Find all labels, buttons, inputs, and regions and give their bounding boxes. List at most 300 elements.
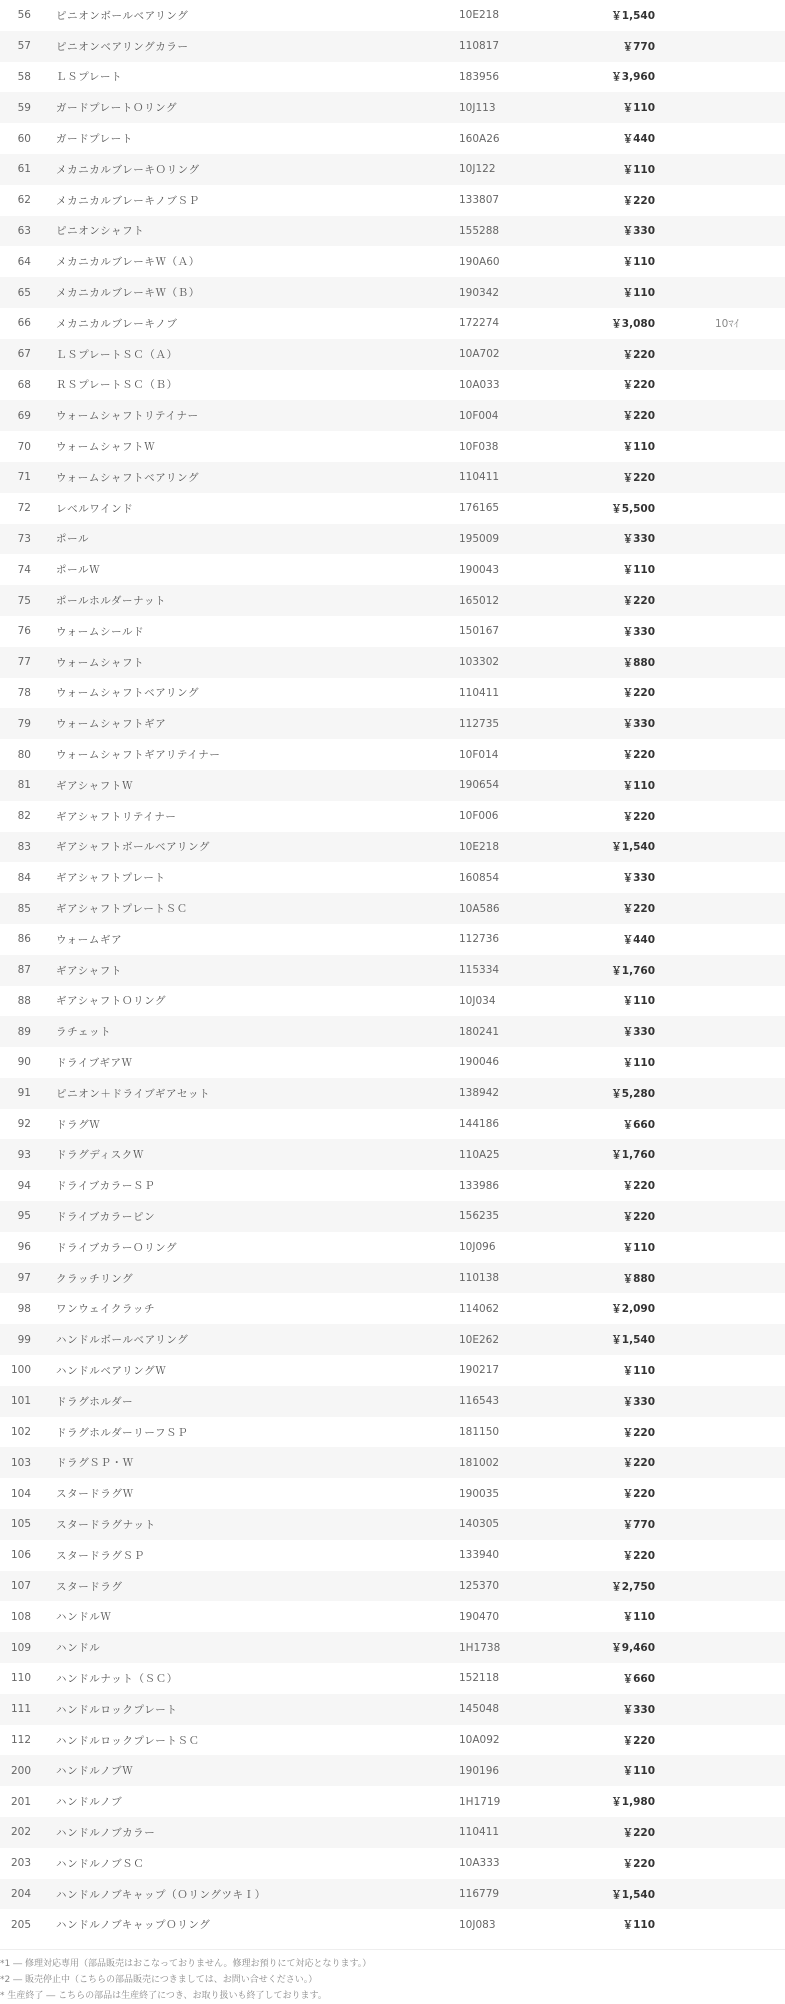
table-row [0, 62, 785, 93]
part-number: 201 [10, 1795, 31, 1808]
table-row [0, 955, 785, 986]
table-row [0, 308, 785, 339]
part-number: 103 [10, 1456, 31, 1469]
part-note [704, 370, 785, 401]
part-code: 116543 [459, 1395, 500, 1408]
table-row [0, 1540, 785, 1571]
part-name: ドラグホルダーリーフＳＰ [56, 1426, 189, 1439]
part-code: 110138 [459, 1272, 500, 1285]
part-note [704, 1540, 785, 1571]
table-row [0, 1170, 785, 1201]
part-code: 133940 [459, 1549, 500, 1562]
part-name: ＬＳプレート [56, 71, 123, 84]
part-price: ￥3,960 [611, 71, 655, 84]
part-price: ￥330 [622, 872, 655, 885]
part-price: ￥880 [622, 656, 655, 669]
part-number: 111 [10, 1703, 31, 1716]
part-note [704, 1139, 785, 1170]
part-note [704, 339, 785, 370]
part-number: 78 [17, 686, 31, 699]
part-note [704, 246, 785, 277]
part-price: ￥110 [622, 1919, 655, 1932]
part-note [704, 154, 785, 185]
part-name: ハンドルナット（ＳＣ） [56, 1672, 178, 1685]
part-name: ギアシャフトリテイナー [56, 810, 177, 823]
part-name: ハンドルノブキャップＯリング [56, 1919, 211, 1932]
part-number: 106 [10, 1549, 31, 1562]
part-note [704, 524, 785, 555]
part-code: 110411 [459, 471, 500, 484]
part-price: ￥220 [622, 810, 655, 823]
part-code: 110411 [459, 686, 500, 699]
part-price: ￥770 [622, 1518, 655, 1531]
part-note [704, 0, 785, 31]
table-row [0, 0, 785, 31]
part-note [704, 770, 785, 801]
part-code: 181002 [459, 1456, 500, 1469]
part-number: 67 [17, 348, 31, 361]
table-row [0, 1232, 785, 1263]
part-code: 190A60 [459, 255, 500, 268]
part-name: ドラグディスクＷ [56, 1149, 144, 1162]
part-note [704, 585, 785, 616]
table-row [0, 524, 785, 555]
table-row [0, 462, 785, 493]
part-number: 98 [17, 1302, 31, 1315]
part-note [704, 1632, 785, 1663]
part-name: ワンウェイクラッチ [56, 1303, 156, 1316]
part-note [704, 1047, 785, 1078]
part-note [704, 801, 785, 832]
table-row [0, 185, 785, 216]
table-row [0, 1447, 785, 1478]
part-number: 105 [10, 1518, 31, 1531]
table-row [0, 708, 785, 739]
part-name: ピニオン＋ドライブギアセット [56, 1087, 211, 1100]
part-price: ￥770 [622, 40, 655, 53]
part-code: 110411 [459, 1826, 500, 1839]
part-price: ￥220 [622, 595, 655, 608]
part-number: 205 [10, 1918, 31, 1931]
part-price: ￥330 [622, 533, 655, 546]
table-row [0, 123, 785, 154]
table-row [0, 585, 785, 616]
part-code: 10J122 [459, 163, 496, 176]
part-name: ＬＳプレートＳＣ（Ａ） [56, 348, 178, 361]
part-code: 144186 [459, 1118, 500, 1131]
part-name: ドラグホルダー [56, 1395, 134, 1408]
part-price: ￥330 [622, 225, 655, 238]
part-note [704, 1725, 785, 1756]
table-row [0, 1016, 785, 1047]
part-price: ￥1,540 [611, 9, 655, 22]
part-code: 10A033 [459, 378, 500, 391]
table-row [0, 986, 785, 1017]
part-name: ピニオンボールベアリング [56, 9, 189, 22]
part-name: メカニカルブレーキノブ [56, 317, 178, 330]
table-row [0, 1263, 785, 1294]
table-row [0, 1386, 785, 1417]
part-number: 74 [17, 563, 31, 576]
part-number: 112 [10, 1734, 31, 1747]
part-name: ドラグＳＰ・Ｗ [56, 1457, 134, 1470]
part-name: スタードラグＳＰ [56, 1549, 145, 1562]
part-note [704, 739, 785, 770]
part-price: ￥1,540 [611, 841, 655, 854]
part-name: ハンドルＷ [56, 1611, 112, 1624]
footnote-sales-suspended: *2 ― 販売停止中（こちらの部品販売につきましては、お問い合せください。） [0, 1975, 318, 1986]
table-row [0, 1663, 785, 1694]
part-number: 58 [17, 70, 31, 83]
part-price: ￥220 [622, 1734, 655, 1747]
part-number: 107 [10, 1580, 31, 1593]
part-price: ￥220 [622, 1180, 655, 1193]
part-price: ￥110 [622, 256, 655, 269]
table-row [0, 339, 785, 370]
part-number: 101 [10, 1395, 31, 1408]
part-note [704, 277, 785, 308]
part-number: 93 [17, 1148, 31, 1161]
part-note [704, 1663, 785, 1694]
part-price: ￥220 [622, 903, 655, 915]
part-note [704, 1571, 785, 1602]
part-note [704, 554, 785, 585]
part-note [704, 832, 785, 863]
part-code: 190342 [459, 286, 500, 299]
part-number: 96 [17, 1241, 31, 1254]
part-name: ウォームシャフト [56, 656, 145, 669]
part-name: ガードプレートＯリング [56, 102, 178, 115]
part-note [704, 862, 785, 893]
part-name: ＲＳプレートＳＣ（Ｂ） [56, 379, 178, 392]
part-code: 190470 [459, 1610, 500, 1623]
table-row [0, 1879, 785, 1910]
part-note [704, 31, 785, 62]
part-code: 190043 [459, 563, 500, 576]
table-row [0, 1786, 785, 1817]
part-number: 200 [10, 1764, 31, 1777]
part-name: ポールホルダーナット [56, 595, 167, 608]
part-code: 115334 [459, 964, 500, 977]
part-code: 112736 [459, 933, 500, 946]
part-price: ￥220 [622, 1426, 655, 1439]
part-code: 112735 [459, 717, 500, 730]
part-name: ドライブカラーピン [56, 1210, 156, 1223]
part-note [704, 1170, 785, 1201]
part-name: ウォームシャフトベアリング [56, 687, 200, 700]
table-row [0, 770, 785, 801]
table-row [0, 1201, 785, 1232]
part-note [704, 1078, 785, 1109]
part-note [704, 1817, 785, 1848]
table-row [0, 1725, 785, 1756]
part-name: ドライブカラーＯリング [56, 1241, 178, 1254]
part-name: ギアシャフトプレート [56, 872, 166, 885]
part-note [704, 986, 785, 1017]
part-number: 86 [17, 933, 31, 946]
part-note: 10ﾏｲ [715, 317, 739, 330]
part-number: 60 [17, 132, 31, 145]
part-note [704, 92, 785, 123]
table-row [0, 616, 785, 647]
part-price: ￥9,460 [611, 1642, 655, 1655]
part-note [704, 123, 785, 154]
part-price: ￥2,090 [611, 1303, 655, 1316]
part-code: 10E218 [459, 9, 500, 22]
part-note [704, 1417, 785, 1448]
part-number: 204 [10, 1888, 31, 1900]
part-name: クラッチリング [56, 1272, 134, 1285]
part-note [704, 1109, 785, 1140]
part-note [704, 1232, 785, 1263]
part-code: 10F006 [459, 810, 499, 823]
table-row [0, 1109, 785, 1140]
part-price: ￥220 [622, 1210, 655, 1223]
part-price: ￥1,980 [611, 1796, 655, 1809]
part-number: 66 [17, 317, 31, 330]
part-code: 183956 [459, 70, 500, 83]
part-code: 125370 [459, 1580, 500, 1593]
part-note [704, 1016, 785, 1047]
part-code: 195009 [459, 532, 500, 545]
part-note [704, 1509, 785, 1540]
part-name: ピニオンシャフト [56, 225, 145, 238]
part-code: 165012 [459, 594, 500, 607]
table-row [0, 1139, 785, 1170]
part-name: ハンドルノブＷ [56, 1765, 134, 1778]
part-code: 133986 [459, 1179, 500, 1192]
footnotes [0, 1949, 785, 2004]
part-number: 89 [17, 1025, 31, 1038]
part-price: ￥220 [622, 194, 655, 207]
part-name: ギアシャフトボールベアリング [56, 841, 210, 854]
part-name: ハンドルロックプレートＳＣ [56, 1734, 200, 1747]
part-price: ￥1,760 [611, 964, 655, 977]
table-row [0, 216, 785, 247]
part-number: 203 [10, 1857, 31, 1870]
part-price: ￥220 [622, 1549, 655, 1562]
part-price: ￥220 [622, 1857, 655, 1870]
table-row [0, 647, 785, 678]
table-row [0, 1632, 785, 1663]
part-price: ￥110 [622, 1611, 655, 1624]
part-number: 99 [17, 1333, 31, 1346]
part-name: ハンドル [56, 1642, 101, 1655]
part-name: スタードラグナット [56, 1518, 156, 1531]
part-name: スタードラグ [56, 1580, 123, 1593]
part-price: ￥110 [622, 779, 655, 792]
part-name: メカニカルブレーキＯリング [56, 163, 200, 176]
part-code: 190046 [459, 1056, 500, 1069]
part-note [704, 1355, 785, 1386]
part-code: 160A26 [459, 132, 500, 145]
footnote-discontinued: * 生産終了 ― こちらの部品は生産終了につき、お取り扱いも終了しております。 [0, 1991, 327, 2002]
part-number: 102 [10, 1426, 31, 1439]
part-price: ￥110 [622, 995, 655, 1008]
part-price: ￥1,760 [611, 1149, 655, 1162]
part-number: 85 [17, 902, 31, 915]
part-number: 65 [17, 286, 31, 299]
part-price: ￥110 [622, 1056, 655, 1069]
part-name: ウォームシャフトリテイナー [56, 410, 199, 423]
part-number: 72 [17, 502, 31, 515]
part-note [704, 1909, 785, 1940]
part-code: 103302 [459, 656, 500, 669]
part-code: 10A702 [459, 348, 500, 361]
part-price: ￥220 [622, 749, 655, 762]
part-price: ￥220 [622, 348, 655, 361]
table-row [0, 739, 785, 770]
part-number: 92 [17, 1118, 31, 1131]
part-note [704, 1447, 785, 1478]
part-code: 155288 [459, 224, 500, 237]
part-number: 94 [17, 1179, 31, 1192]
part-note [704, 678, 785, 709]
part-code: 176165 [459, 502, 500, 515]
part-number: 82 [17, 810, 31, 823]
part-code: 10J096 [459, 1241, 496, 1254]
part-name: ドラグＷ [56, 1118, 101, 1131]
part-name: ウォームシャフトギアリテイナー [56, 749, 221, 762]
part-code: 10A333 [459, 1857, 500, 1870]
part-name: ガードプレート [56, 133, 133, 146]
part-code: 140305 [459, 1518, 500, 1531]
part-note [704, 1201, 785, 1232]
part-code: 10J113 [459, 101, 496, 114]
part-code: 190035 [459, 1487, 500, 1500]
part-name: ハンドルノブＳＣ [56, 1857, 145, 1870]
table-row [0, 1078, 785, 1109]
table-row [0, 370, 785, 401]
part-note [704, 616, 785, 647]
part-note [704, 1324, 785, 1355]
table-row [0, 1755, 785, 1786]
part-number: 73 [17, 532, 31, 545]
table-row [0, 400, 785, 431]
part-name: ドライブカラーＳＰ [56, 1180, 156, 1193]
part-number: 88 [17, 994, 31, 1007]
part-name: ウォームギア [56, 933, 123, 946]
table-row [0, 554, 785, 585]
part-number: 70 [17, 440, 31, 453]
part-name: ラチェット [56, 1026, 112, 1039]
part-code: 10A586 [459, 902, 500, 915]
table-row [0, 862, 785, 893]
part-code: 114062 [459, 1302, 500, 1315]
part-price: ￥660 [622, 1118, 655, 1131]
part-price: ￥5,280 [611, 1087, 655, 1100]
part-code: 1H1719 [459, 1795, 501, 1808]
part-price: ￥330 [622, 1703, 655, 1716]
part-code: 156235 [459, 1210, 500, 1223]
part-note [704, 1848, 785, 1879]
part-number: 80 [17, 748, 31, 761]
part-code: 10E262 [459, 1333, 500, 1346]
part-note [704, 893, 785, 924]
part-price: ￥110 [622, 1241, 655, 1254]
table-row [0, 246, 785, 277]
part-note [704, 462, 785, 493]
table-row [0, 801, 785, 832]
part-price: ￥110 [622, 1765, 655, 1778]
part-note [704, 1755, 785, 1786]
footnote-repair-only: *1 ― 修理対応専用（部品販売はおこなっておりません。修理お預りにて対応となります。） [0, 1959, 372, 1970]
part-number: 62 [17, 194, 31, 207]
table-row [0, 1817, 785, 1848]
part-price: ￥110 [622, 102, 655, 115]
part-price: ￥660 [622, 1672, 655, 1685]
part-number: 79 [17, 717, 31, 730]
part-number: 100 [10, 1364, 31, 1377]
table-row [0, 1509, 785, 1540]
table-row [0, 678, 785, 709]
part-price: ￥220 [622, 1457, 655, 1470]
part-number: 84 [17, 871, 31, 884]
part-number: 57 [17, 40, 31, 53]
table-row [0, 1694, 785, 1725]
part-code: 10E218 [459, 840, 500, 853]
part-price: ￥110 [622, 287, 655, 300]
part-code: 181150 [459, 1426, 500, 1439]
part-number: 63 [17, 224, 31, 237]
part-code: 145048 [459, 1703, 500, 1716]
part-price: ￥330 [622, 625, 655, 638]
part-name: ハンドルボールベアリング [56, 1334, 189, 1347]
part-name: ギアシャフトＯリング [56, 995, 167, 1008]
part-code: 190654 [459, 779, 500, 792]
part-code: 10F038 [459, 440, 499, 453]
part-price: ￥5,500 [611, 502, 655, 515]
part-code: 160854 [459, 871, 500, 884]
part-price: ￥3,080 [611, 317, 655, 330]
part-note [704, 1879, 785, 1910]
part-code: 190196 [459, 1764, 500, 1777]
part-name: スタードラグＷ [56, 1488, 134, 1501]
part-code: 110817 [459, 40, 500, 53]
table-row [0, 154, 785, 185]
part-note [704, 1263, 785, 1294]
table-row [0, 1478, 785, 1509]
part-name: ハンドルノブキャップ（ＯリングツキＩ） [56, 1888, 266, 1901]
part-note [704, 647, 785, 678]
part-number: 61 [17, 163, 31, 176]
part-number: 81 [17, 779, 31, 792]
table-row [0, 1601, 785, 1632]
table-row [0, 31, 785, 62]
part-price: ￥1,540 [611, 1334, 655, 1347]
part-price: ￥110 [622, 163, 655, 176]
part-name: ポール [56, 533, 90, 546]
part-note [704, 1478, 785, 1509]
table-row [0, 1909, 785, 1940]
part-name: ウォームシャフトギア [56, 718, 167, 731]
part-note [704, 955, 785, 986]
part-name: ポールＷ [56, 564, 101, 577]
part-price: ￥220 [622, 1488, 655, 1501]
part-name: ウォームシールド [56, 625, 145, 638]
part-code: 10A092 [459, 1734, 500, 1747]
part-code: 180241 [459, 1025, 500, 1038]
part-code: 138942 [459, 1087, 500, 1100]
part-note [704, 1786, 785, 1817]
part-code: 110A25 [459, 1148, 500, 1161]
part-note [704, 1694, 785, 1725]
part-note [704, 1386, 785, 1417]
part-note [704, 431, 785, 462]
table-row [0, 1047, 785, 1078]
part-code: 190217 [459, 1364, 500, 1377]
part-name: ハンドルノブ [56, 1796, 123, 1809]
